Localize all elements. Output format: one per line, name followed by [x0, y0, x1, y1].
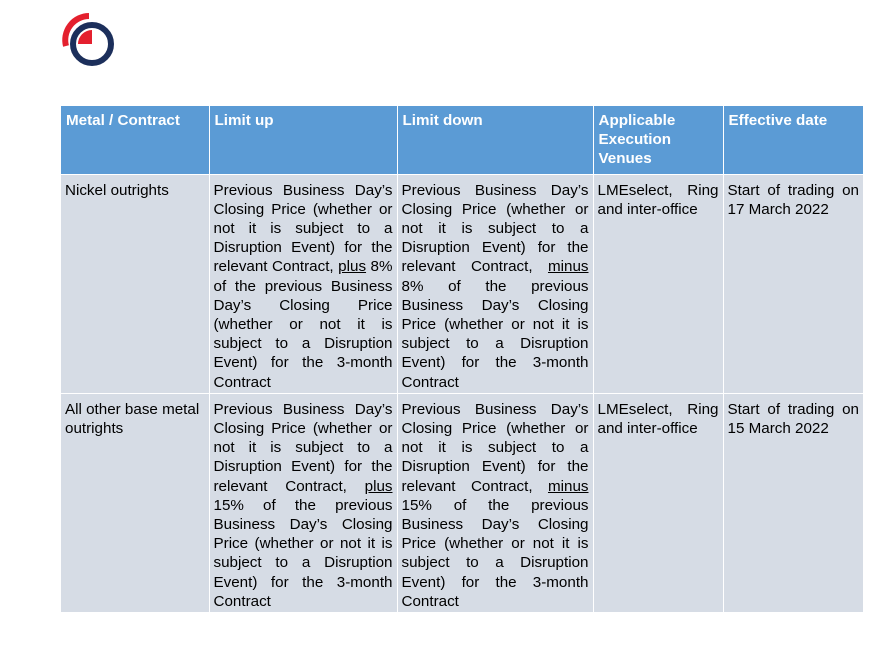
- header-limit-up: Limit up: [209, 106, 397, 174]
- header-metal-contract: Metal / Contract: [61, 106, 209, 174]
- limit-up-operator: plus: [338, 258, 367, 276]
- limit-up-text-pre: Previous Business Day’s Closing Price (whether or not it is subject to a Disruption Event) for the relevant Contract,: [213, 400, 393, 495]
- cell-limit-up: [209, 393, 397, 612]
- price-limits-table: [61, 106, 863, 612]
- header-effective-date: Effective date: [723, 106, 863, 174]
- cell-effective-date: Start of trading on 15 March 2022: [723, 393, 863, 612]
- limit-up-text-pre: Previous Business Day’s Closing Price (whether or not it is subject to a Disruption Event) for the relevant Contract,: [213, 181, 393, 276]
- limit-down-operator: minus: [547, 477, 589, 495]
- lme-logo-icon: [59, 10, 119, 70]
- header-limit-down: Limit down: [397, 106, 593, 174]
- limit-up-operator: plus: [364, 477, 393, 495]
- limit-down-text-pre: Previous Business Day’s Closing Price (whether or not it is subject to a Disruption Event) for the relevant Contract,: [401, 400, 589, 495]
- header-execution-venues: Applicable Execution Venues: [593, 106, 723, 174]
- cell-metal: All other base metal outrights: [61, 393, 209, 612]
- limit-up-text-post: 8% of the previous Business Day’s Closing Price (whether or not it is subject to a Disruption Event) for the 3-month Contract: [213, 258, 393, 391]
- cell-venues: LMEselect, Ring and inter-office: [593, 393, 723, 612]
- cell-limit-down: [397, 393, 593, 612]
- table-header-row: [61, 106, 863, 174]
- limit-down-operator: minus: [547, 258, 589, 276]
- limit-down-text-post: 15% of the previous Business Day’s Closing Price (whether or not it is subject to a Disruption Event) for the 3-month Contract: [401, 496, 589, 610]
- limit-up-text-post: 15% of the previous Business Day’s Closing Price (whether or not it is subject to a Disruption Event) for the 3-month Contract: [213, 496, 393, 610]
- table-row: [61, 174, 863, 393]
- limit-down-text-post: 8% of the previous Business Day’s Closing Price (whether or not it is subject to a Disruption Event) for the 3-month Contract: [401, 277, 589, 391]
- cell-venues: LMEselect, Ring and inter-office: [593, 174, 723, 393]
- limit-down-text-pre: Previous Business Day’s Closing Price (whether or not it is subject to a Disruption Event) for the relevant Contract,: [401, 181, 589, 276]
- cell-limit-down: [397, 174, 593, 393]
- cell-limit-up: [209, 174, 397, 393]
- cell-effective-date: Start of trading on 17 March 2022: [723, 174, 863, 393]
- table-row: [61, 393, 863, 612]
- cell-metal: Nickel outrights: [61, 174, 209, 393]
